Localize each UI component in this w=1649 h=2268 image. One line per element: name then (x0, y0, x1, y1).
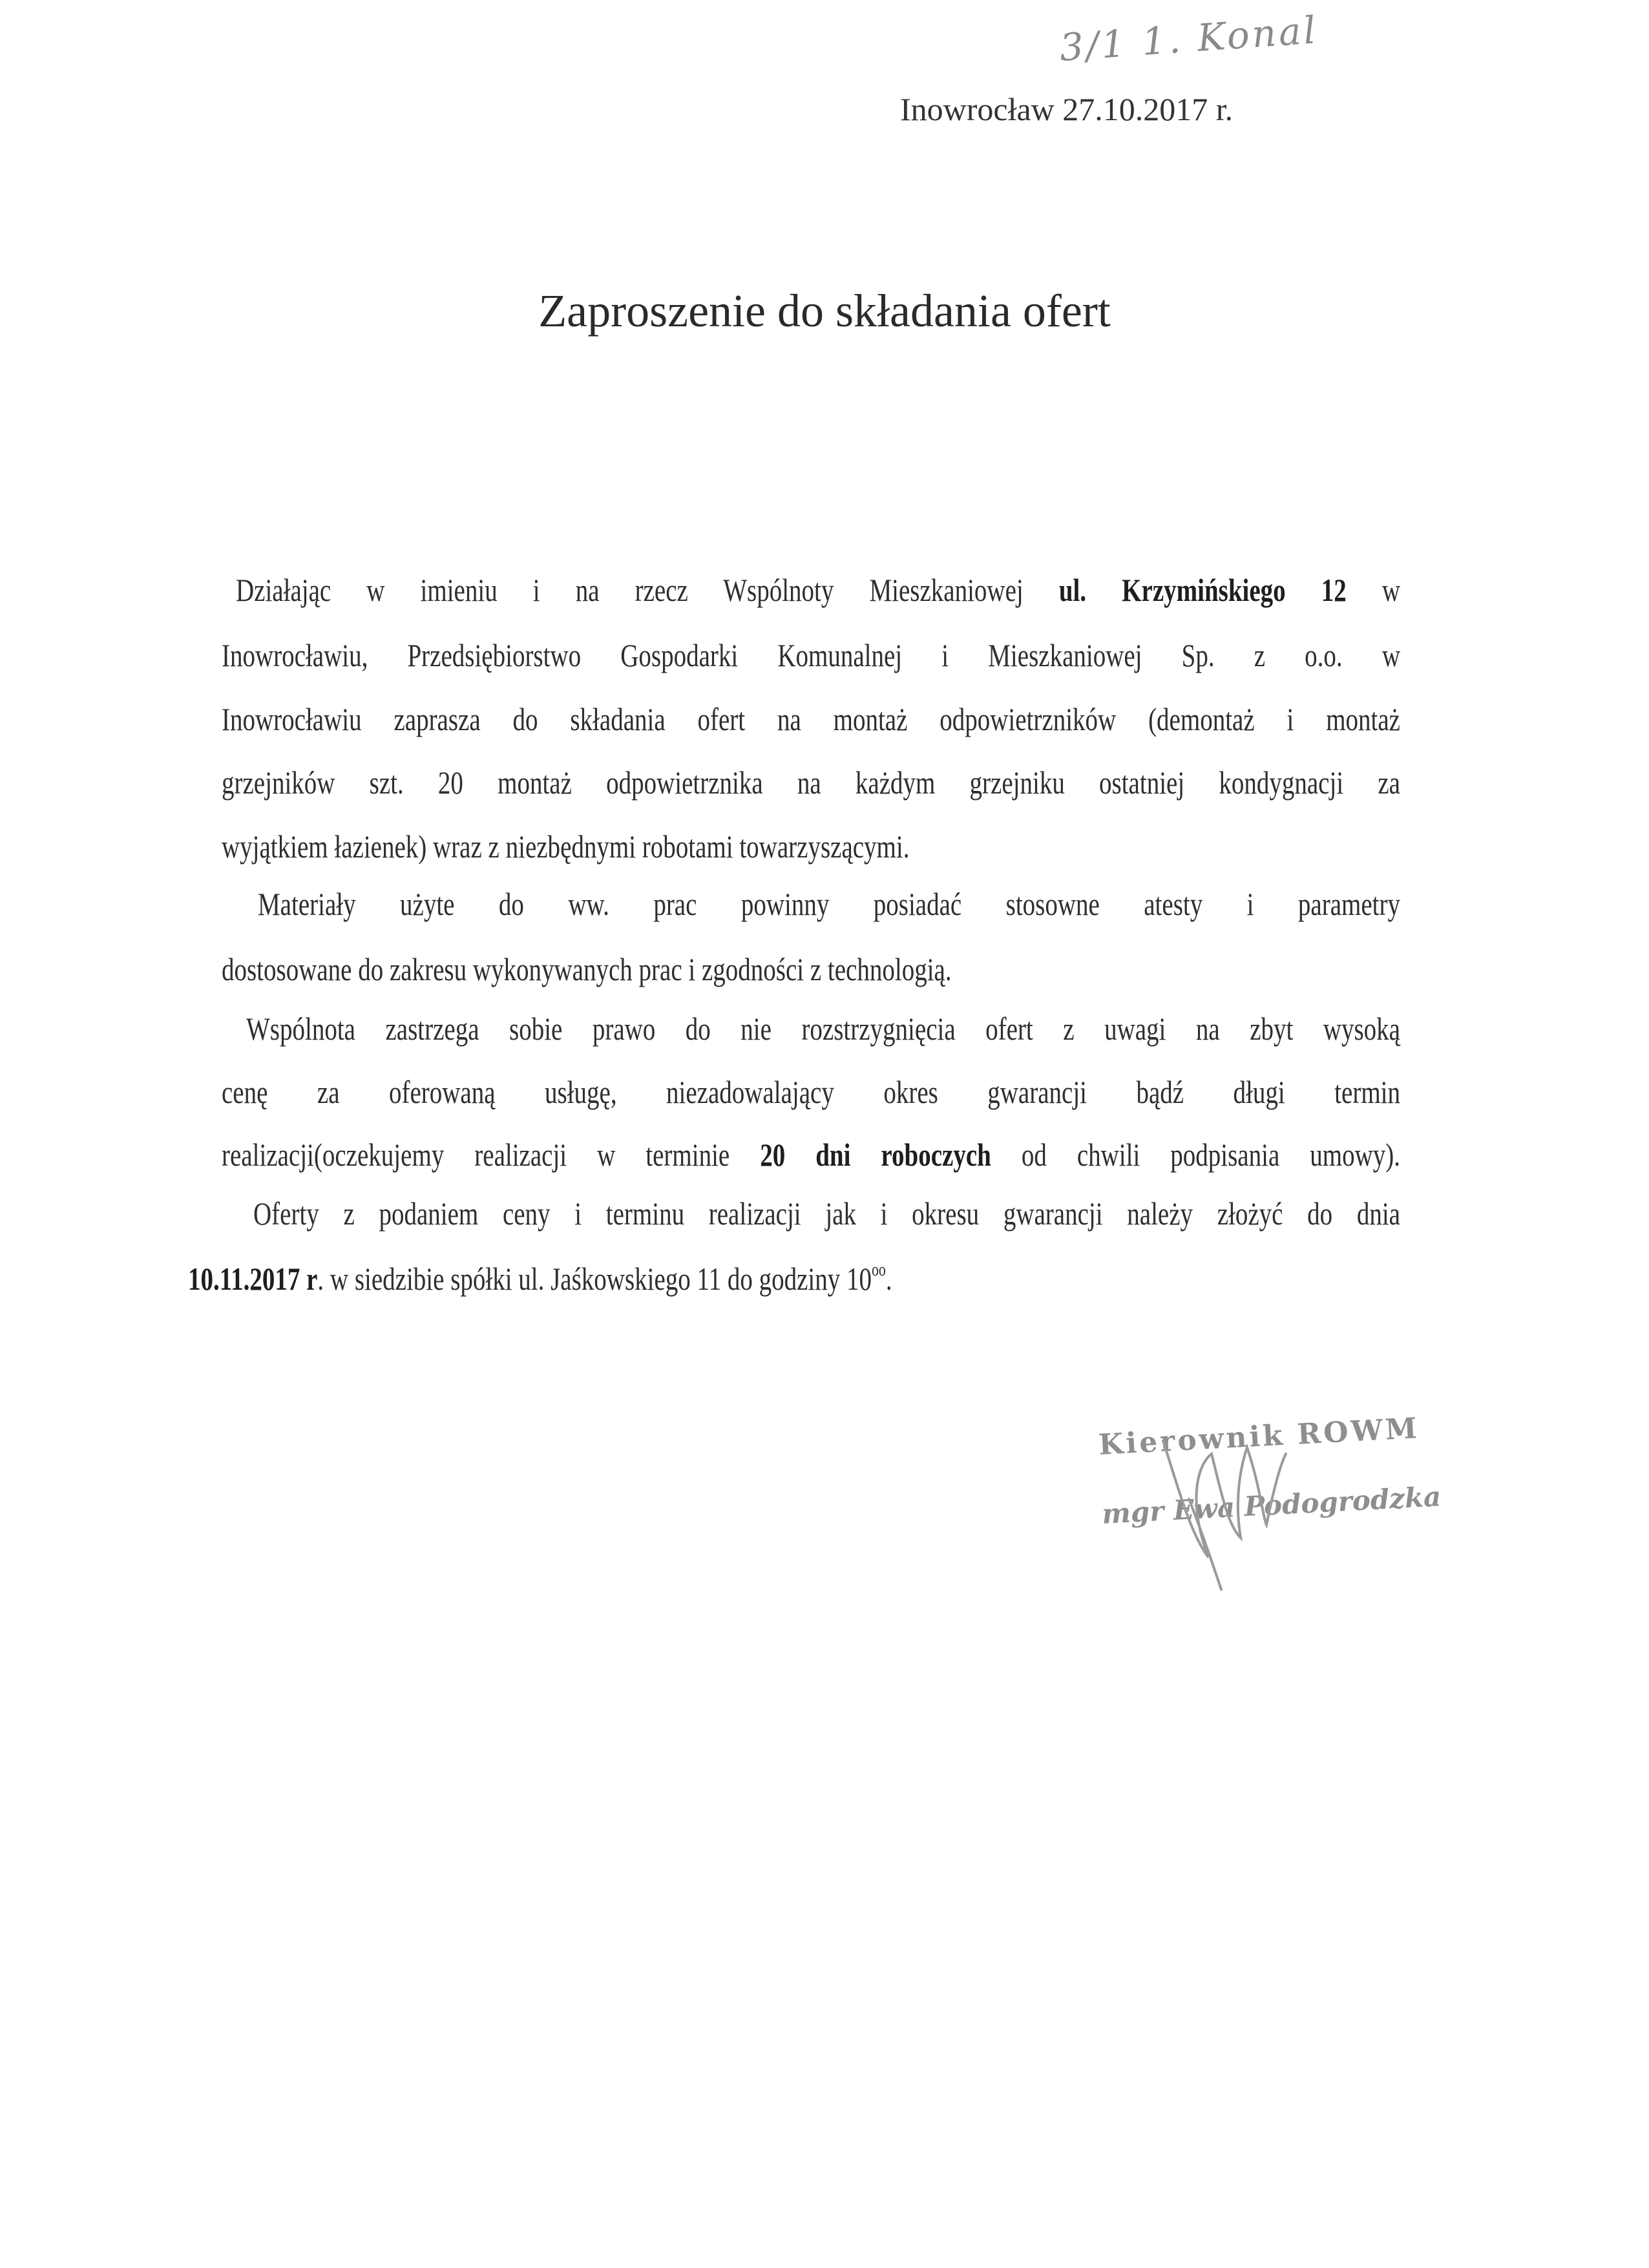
stamp-name: mgr Ewa Podogrodzka (1101, 1480, 1442, 1530)
text-segment: wyjątkiem łazienek) wraz z niezbędnymi robotami towarzyszącymi. (222, 828, 910, 865)
bold-text: 20 dni roboczych (760, 1137, 991, 1173)
body-line (253, 1194, 1400, 1233)
document-title: Zaproszenie do składania ofert (538, 285, 1111, 337)
text-segment: dostosowane do zakresu wykonywanych prac i zgodności z technologią. (222, 951, 952, 987)
body-line (188, 1259, 892, 1298)
text-segment: w (1346, 572, 1400, 608)
body-line (222, 1073, 1400, 1111)
place-date: Inowrocław 27.10.2017 r. (900, 91, 1234, 127)
text-segment: grzejników szt. 20 montaż odpowietrznika na każdym grzejniku ostatniej kondygnacji za (222, 764, 1400, 801)
body-line (236, 571, 1400, 609)
text-segment: Materiały użyte do ww. prac powinny posiadać stosowne atesty i parametry (258, 886, 1400, 922)
body-line (258, 885, 1400, 923)
text-segment: realizacji(oczekujemy realizacji w terminie (222, 1137, 761, 1173)
body-line (222, 763, 1400, 802)
body-line (222, 827, 909, 866)
body-line (222, 636, 1400, 675)
body-line (222, 950, 952, 989)
bold-text: ul. Krzymińskiego 12 (1058, 572, 1347, 608)
text-segment: od chwili podpisania umowy). (991, 1137, 1400, 1173)
body-line (222, 1135, 1400, 1174)
stamp-title: Kierownik ROWM (1098, 1412, 1420, 1462)
handwritten-signature (1150, 1428, 1318, 1596)
superscript-text: oo (871, 1260, 886, 1280)
body-line (246, 1009, 1400, 1048)
text-segment: Oferty z podaniem ceny i terminu realizacji jak i okresu gwarancji należy złożyć do dnia (253, 1195, 1400, 1232)
body-line (222, 700, 1400, 739)
text-segment: Wspólnota zastrzega sobie prawo do nie rozstrzygnięcia ofert z uwagi na zbyt wysoką (246, 1011, 1400, 1047)
text-segment: Inowrocławiu, Przedsiębiorstwo Gospodarki Komunalnej i Mieszkaniowej Sp. z o.o. w (222, 637, 1400, 673)
handwritten-note: 3/1 1. Konal (1058, 8, 1320, 70)
bold-text: 10.11.2017 r (188, 1261, 318, 1297)
text-segment: Inowrocławiu zaprasza do składania ofert na montaż odpowietrzników (demontaż i montaż (222, 701, 1400, 737)
text-segment: cenę za oferowaną usługę, niezadowalający okres gwarancji bądź długi termin (222, 1074, 1400, 1110)
text-segment: . (885, 1261, 892, 1297)
text-segment: . w siedzibie spółki ul. Jaśkowskiego 11 do godziny 10 (317, 1261, 872, 1297)
text-segment: Działając w imieniu i na rzecz Wspólnoty Mieszkaniowej (236, 572, 1059, 608)
